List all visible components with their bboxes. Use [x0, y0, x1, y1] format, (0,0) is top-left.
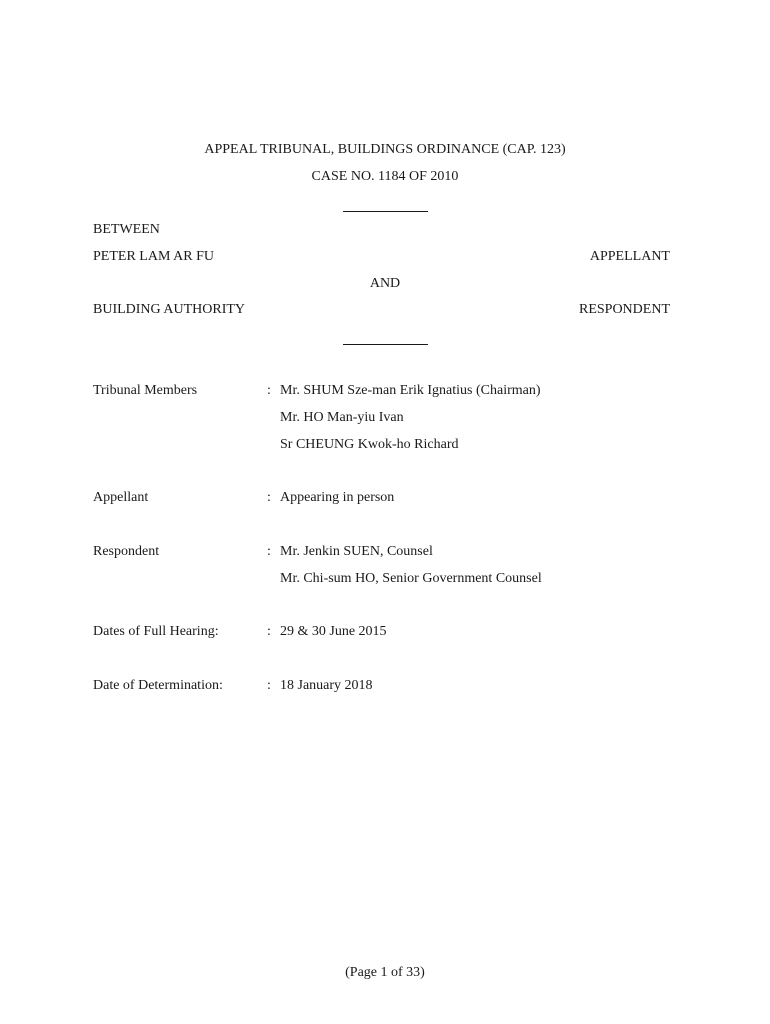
determination-date-value: 18 January 2018: [280, 678, 373, 693]
between-label: BETWEEN: [93, 222, 160, 237]
determination-date-label: Date of Determination:: [93, 678, 223, 693]
respondent-role: RESPONDENT: [578, 302, 670, 317]
hearing-dates-value: 29 & 30 June 2015: [280, 624, 387, 639]
tribunal-member: Mr. HO Man-yiu Ivan: [280, 410, 404, 425]
page-indicator: (Page 1 of 33): [345, 965, 425, 980]
document-title: APPEAL TRIBUNAL, BUILDINGS ORDINANCE (CAP. 123): [204, 142, 566, 157]
separator-bottom: [343, 344, 428, 345]
separator-top: [343, 211, 428, 212]
hearing-dates-label: Dates of Full Hearing:: [93, 624, 219, 639]
hearing-dates-colon: :: [267, 624, 271, 639]
appellant-colon: :: [267, 490, 271, 505]
respondent-name: BUILDING AUTHORITY: [93, 302, 246, 317]
respondent-counsel: Mr. Jenkin SUEN, Counsel: [280, 544, 433, 559]
case-number: CASE NO. 1184 OF 2010: [311, 169, 459, 184]
appellant-label: Appellant: [93, 490, 149, 505]
determination-date-colon: :: [267, 678, 271, 693]
tribunal-member: Sr CHEUNG Kwok-ho Richard: [280, 437, 459, 452]
tribunal-members-colon: :: [267, 383, 271, 398]
tribunal-member-chairman: Mr. SHUM Sze-man Erik Ignatius (Chairman): [280, 383, 541, 398]
respondent-label: Respondent: [93, 544, 160, 559]
respondent-colon: :: [267, 544, 271, 559]
appellant-role: APPELLANT: [589, 249, 670, 264]
appellant-name: PETER LAM AR FU: [93, 249, 214, 264]
respondent-counsel: Mr. Chi-sum HO, Senior Government Counsel: [280, 571, 542, 586]
and-label: AND: [369, 276, 401, 291]
appellant-representation: Appearing in person: [280, 490, 395, 505]
tribunal-members-label: Tribunal Members: [93, 383, 198, 398]
